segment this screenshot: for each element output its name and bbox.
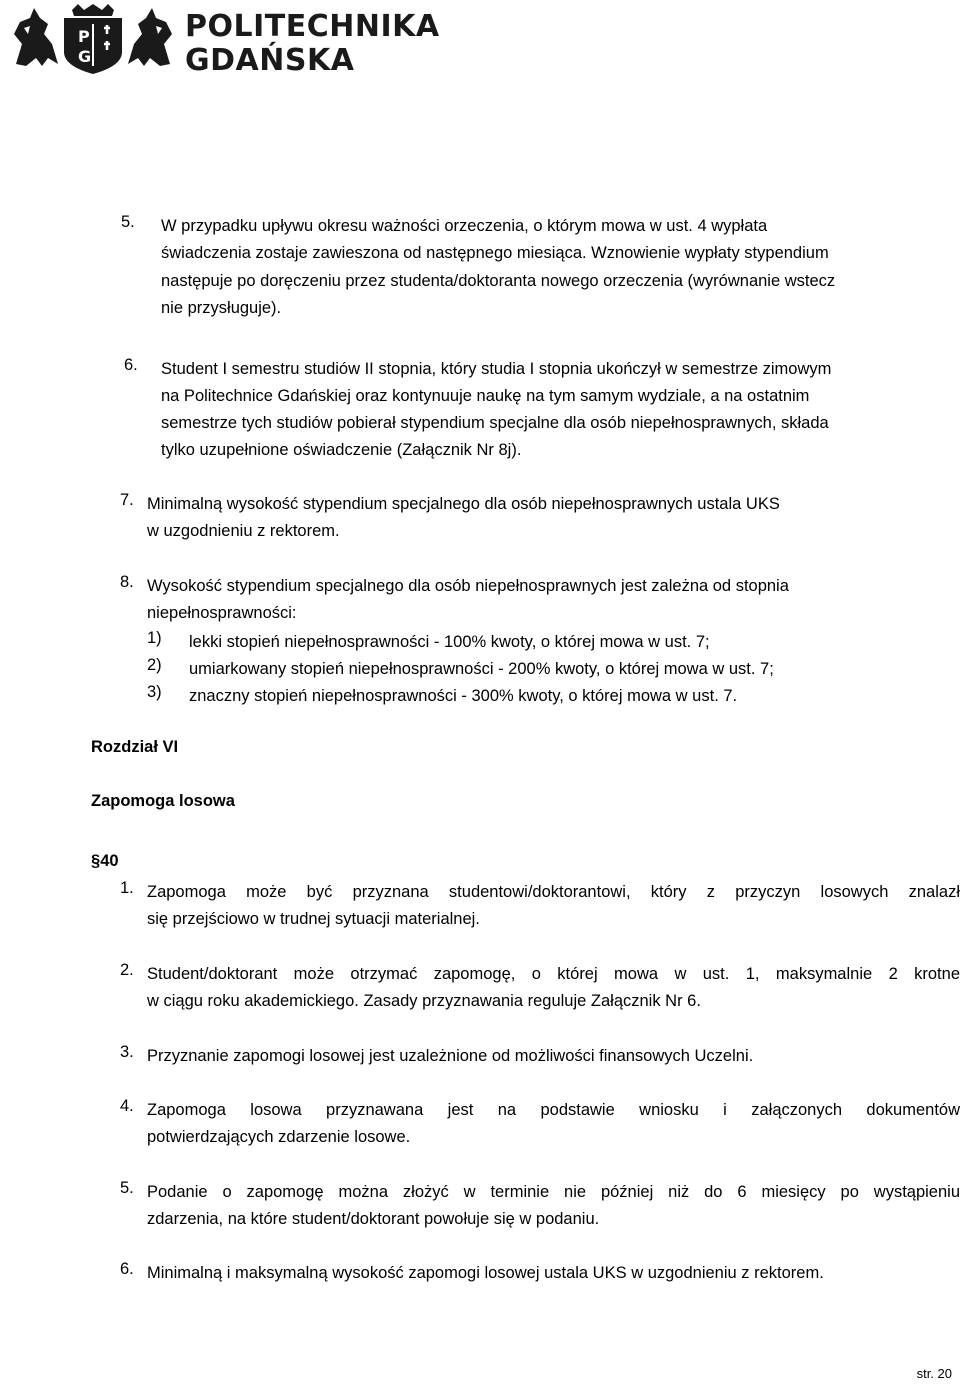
sub-item-number: 1) [147,629,162,647]
university-emblem-icon [8,4,178,76]
emblem-letter-p: P [78,27,90,46]
item-number: 7. [120,491,134,509]
logo-line-2: GDAŃSKA [185,43,355,78]
item-line: tylko uzupełnione oświadczenie (Załącznik Nr 8j). [161,441,522,459]
item-line: Minimalną i maksymalną wysokość zapomogi losowej ustala UKS w uzgodnieniu z rektorem. [147,1264,824,1282]
item-line: W przypadku upływu okresu ważności orzeczenia, o którym mowa w ust. 4 wypłata [161,217,768,235]
emblem-letter-g: G [78,47,92,66]
section-symbol: § [91,852,101,870]
item-line: zdarzenia, na które student/doktorant powołuje się w podaniu. [147,1210,600,1228]
sub-item-number: 3) [147,683,162,701]
item-line: w uzgodnieniu z rektorem. [147,522,340,540]
sub-item-text: lekki stopień niepełnosprawności - 100% kwoty, o której mowa w ust. 7; [189,633,710,651]
section-number-value: 40 [100,852,119,870]
item-line: Wysokość stypendium specjalnego dla osób niepełnosprawnych jest zależna od stopnia [147,577,789,595]
item-number: 6. [120,1260,134,1278]
item-line: się przejściowo w trudnej sytuacji materialnej. [147,910,480,928]
sub-item-number: 2) [147,656,162,674]
sub-item-text: umiarkowany stopień niepełnosprawności - 200% kwoty, o której mowa w ust. 7; [189,660,774,678]
logo-wordmark [185,10,440,78]
item-number: 4. [120,1097,134,1115]
item-line: świadczenia zostaje zawieszona od następnego miesiąca. Wznowienie wypłaty stypendium [161,244,829,262]
item-line: Minimalną wysokość stypendium specjalnego dla osób niepełnosprawnych ustala UKS [147,495,780,513]
item-line: następuje po doręczeniu przez studenta/doktoranta nowego orzeczenia (wyrównanie wstecz [161,272,836,290]
item-number: 2. [120,961,134,979]
item-line: w ciągu roku akademickiego. Zasady przyznawania reguluje Załącznik Nr 6. [147,992,701,1010]
item-number: 5. [120,1179,134,1197]
item-line: semestrze tych studiów pobierał stypendium specjalne dla osób niepełnosprawnych, składa [161,414,829,432]
item-number: 5. [121,213,135,231]
item-line: Student/doktorant może otrzymać zapomogę, o której mowa w ust. 1, maksymalnie 2 krotne [147,965,960,983]
item-line: Student I semestru studiów II stopnia, który studia I stopnia ukończył w semestrze zimowym [161,360,832,378]
item-number: 6. [124,356,138,374]
item-line: na Politechnice Gdańskiej oraz kontynuuje naukę na tym samym wydziale, a na ostatnim [161,387,810,405]
item-line: Przyznanie zapomogi losowej jest uzależnione od możliwości finansowych Uczelni. [147,1047,754,1065]
item-line: potwierdzających zdarzenie losowe. [147,1128,411,1146]
item-number: 1. [120,879,134,897]
page-number: str. 20 [916,1366,952,1381]
item-line: niepełnosprawności: [147,604,297,622]
item-line: Podanie o zapomogę można złożyć w terminie nie później niż do 6 miesięcy po wystąpieniu [147,1183,960,1201]
logo-line-1: POLITECHNIKA [185,9,440,44]
section-number [91,852,119,871]
politechnika-gdanska-logo [8,4,440,78]
item-number: 3. [120,1043,134,1061]
item-line: Zapomoga losowa przyznawana jest na podstawie wniosku i załączonych dokumentów [147,1101,960,1119]
item-line: nie przysługuje). [161,299,282,317]
chapter-heading: Rozdział VI [91,738,179,756]
item-line: Zapomoga może być przyznana studentowi/doktorantowi, który z przyczyn losowych znalazł [147,883,960,901]
sub-item-text: znaczny stopień niepełnosprawności - 300% kwoty, o której mowa w ust. 7. [189,687,738,705]
chapter-title: Zapomoga losowa [91,792,235,810]
item-number: 8. [120,573,134,591]
